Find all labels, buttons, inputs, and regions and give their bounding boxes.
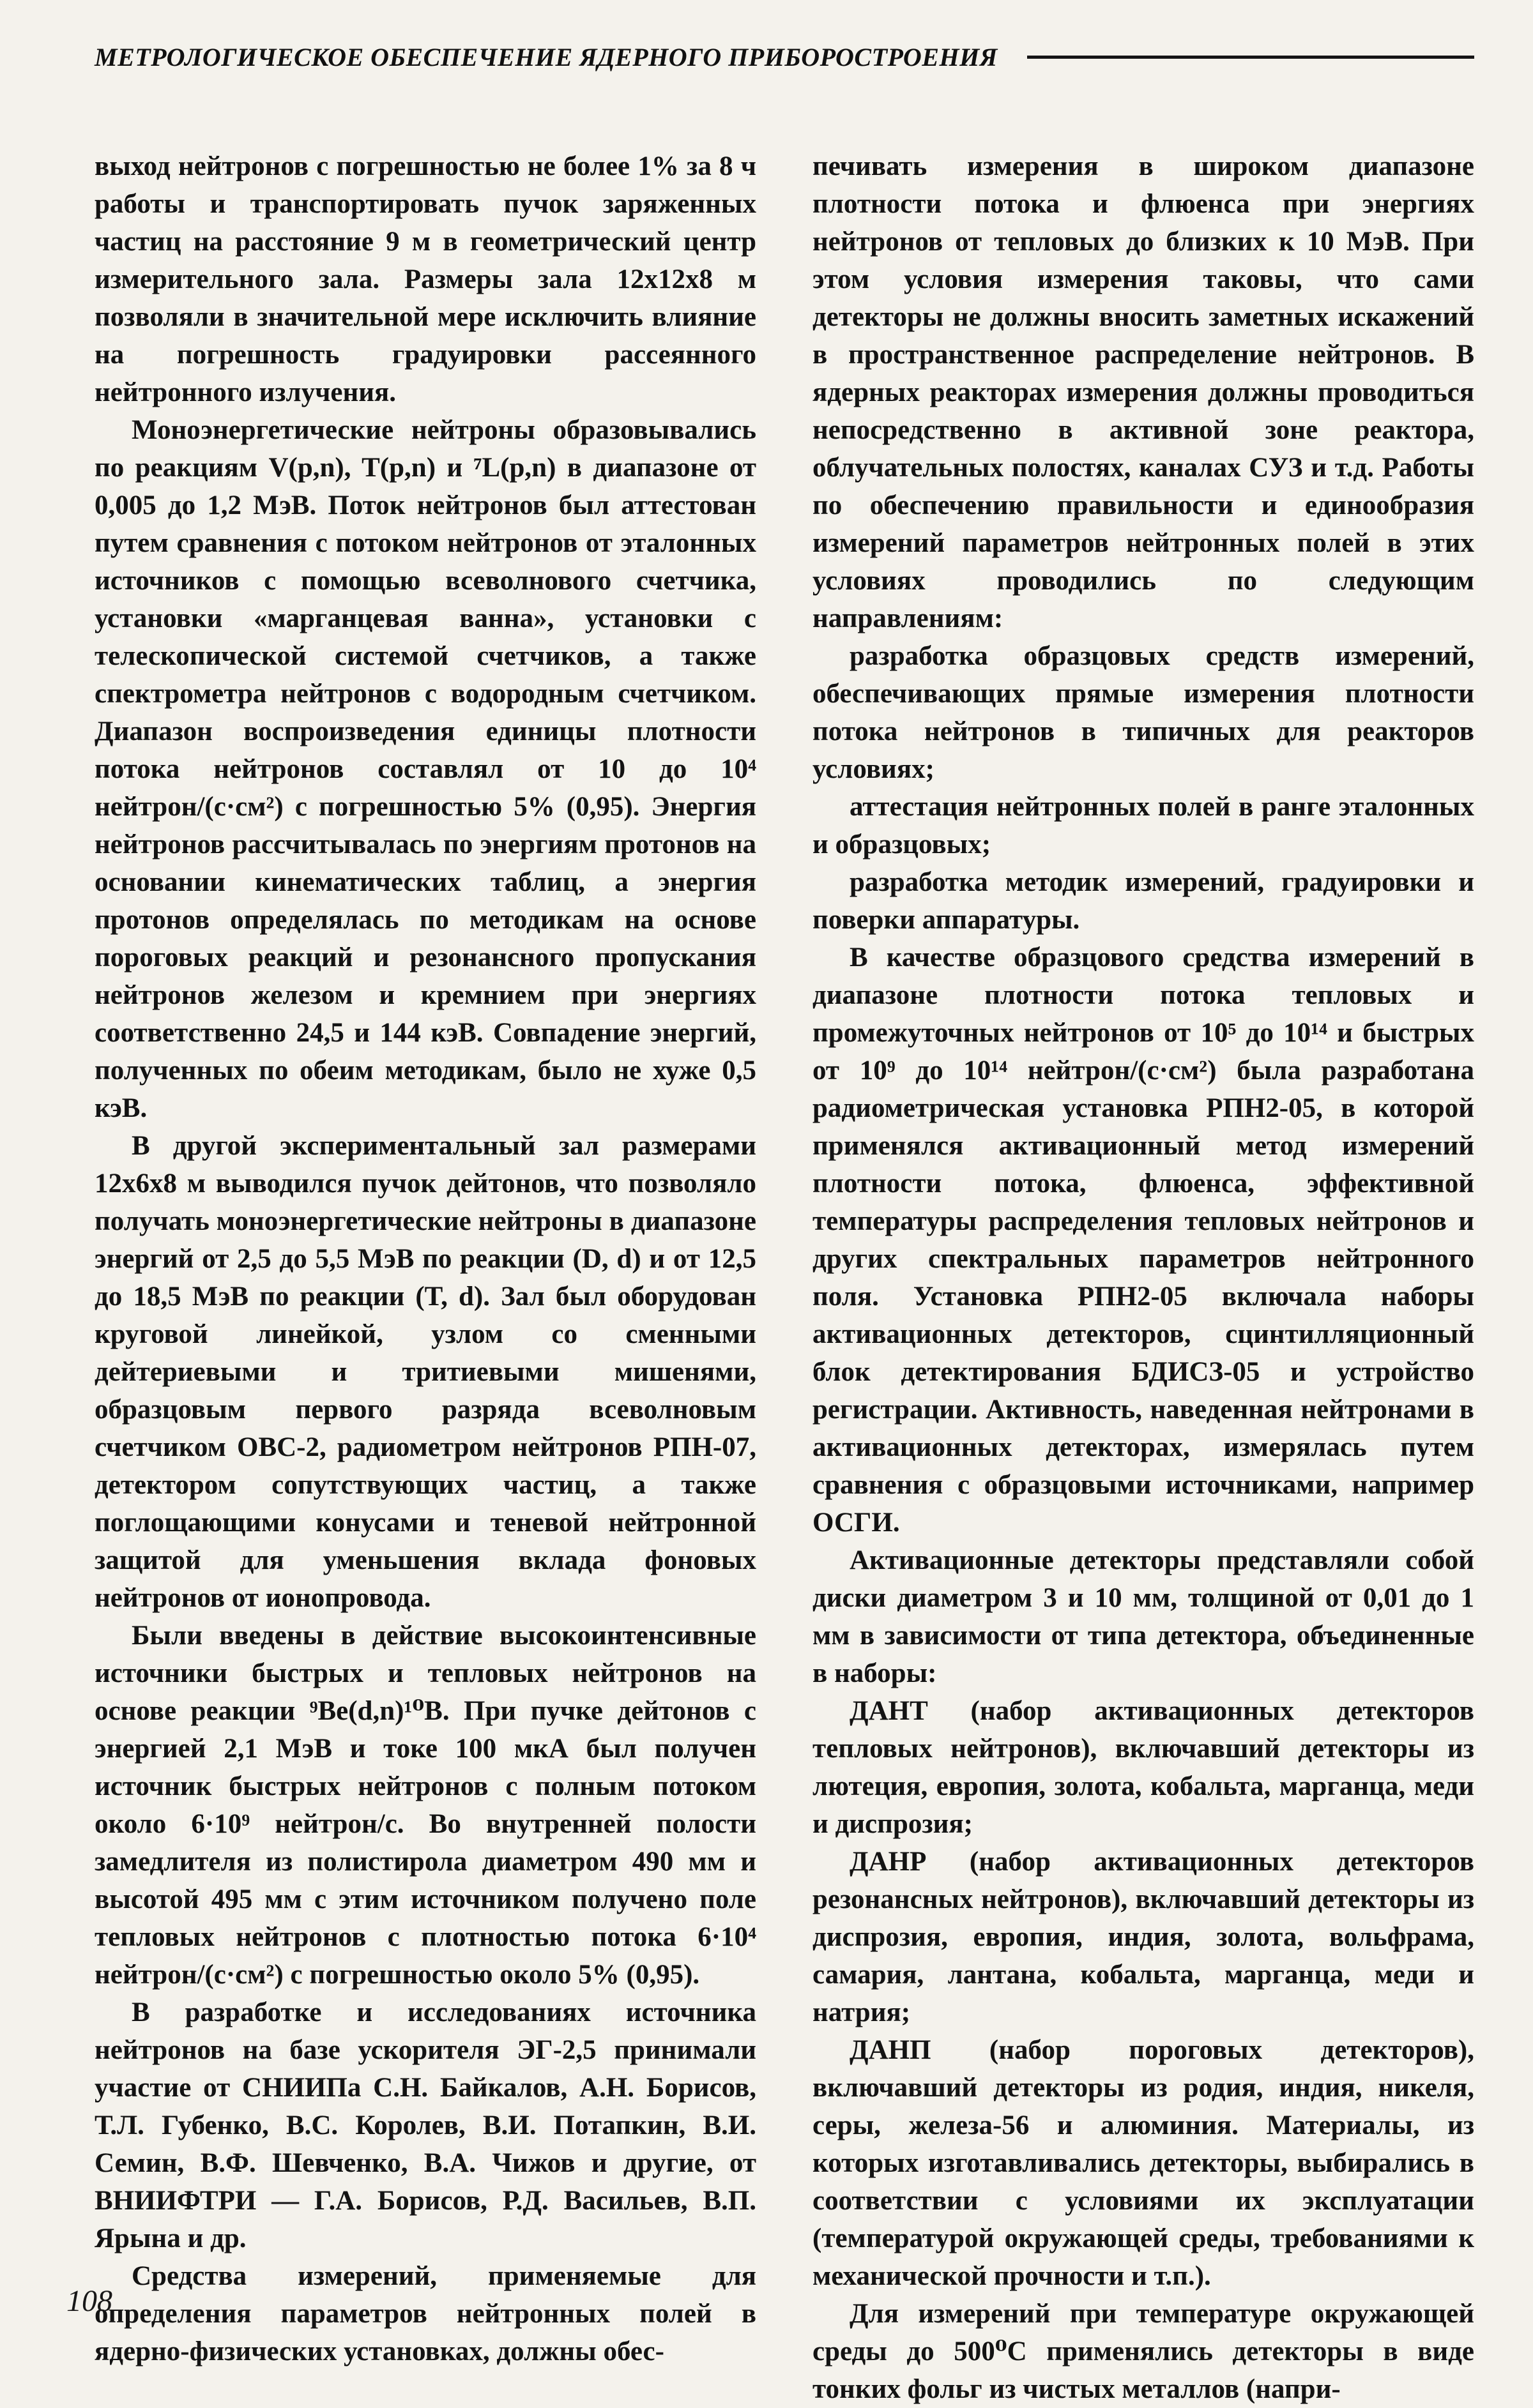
paragraph: В разработке и исследованиях источника нейтронов на базе ускорителя ЭГ-2,5 принимали участие от СНИИПа С.Н. Байкалов, А.Н. Борисов, Т.Л. Губенко, В.С. Королев, В.И. Потапкин, В.И. Семин, В.Ф. Шевченко, В.А. Чижов и другие, от ВНИИФТРИ — Г.А. Борисов, Р.Д. Васильев, В.П. Ярына и др. [95, 1997, 756, 2253]
paragraph: разработка образцовых средств измерений, обеспечивающих прямые измерения плотности потока нейтронов в типичных для реакторов условиях; [812, 641, 1474, 784]
paragraph: В другой экспериментальный зал размерами 12x6x8 м выводился пучок дейтонов, что позволяло получать моноэнергетические нейтроны в диапазоне энергий от 2,5 до 5,5 МэВ по реакции (D, d) и от 12,5 до 18,5 МэВ по реакции (T, d). Зал был оборудован круговой линейкой, узлом со сменными дейтериевыми и тритиевыми мишенями, образцовым первого разряда всеволновым счетчиком ОВС-2, радиометром нейтронов РПН-07, детектором сопутствующих частиц, а также поглощающими конусами и теневой нейтронной защитой для уменьшения вклада фоновых нейтронов от ионопровода. [95, 1131, 756, 1613]
paragraph: Были введены в действие высокоинтенсивные источники быстрых и тепловых нейтронов на основе реакции ⁹Be(d,n)¹⁰B. При пучке дейтонов с энергией 2,1 МэВ и токе 100 мкА был получен источник быстрых нейтронов с полным потоком около 6·10⁹ нейтрон/с. Во внутренней полости замедлителя из полистирола диаметром 490 мм и высотой 495 мм с этим источником получено поле тепловых нейтронов с плотностью потока 6·10⁴ нейтрон/(с·см²) с погрешностью около 5% (0,95). [95, 1621, 756, 1990]
paragraph: В качестве образцового средства измерений в диапазоне плотности потока тепловых и промежуточных нейтронов от 10⁵ до 10¹⁴ и быстрых от 10⁹ до 10¹⁴ нейтрон/(с·см²) была разработана радиометрическая установка РПН2-05, в которой применялся активационный метод измерений плотности потока, флюенса, эффективной температуры распределения тепловых нейтронов и других спектральных параметров нейтронного поля. Установка РПН2-05 включала наборы активационных детекторов, сцинтилляционный блок детектирования БДИСЗ-05 и устройство регистрации. Активность, наведенная нейтронами в активационных детекторах, измерялась путем сравнения с образцовыми источниками, например ОСГИ. [812, 943, 1474, 1538]
right-column [812, 148, 1474, 2408]
header-rule [1027, 56, 1474, 59]
paragraph: Для измерений при температуре окружающей среды до 500⁰С применялись детекторы в виде тонких фольг из чистых металлов (напри- [812, 2299, 1474, 2404]
left-column [95, 148, 756, 2408]
paragraph: разработка методик измерений, градуировки и поверки аппаратуры. [812, 867, 1474, 935]
paragraph: ДАНП (набор пороговых детекторов), включавший детекторы из родия, индия, никеля, серы, железа-56 и алюминия. Материалы, из которых изготавливались детекторы, выбирались в соответствии с условиями их эксплуатации (температурой окружающей среды, требованиями к механической прочности и т.п.). [812, 2035, 1474, 2291]
paragraph: Активационные детекторы представляли собой диски диаметром 3 и 10 мм, толщиной от 0,01 до 1 мм в зависимости от типа детектора, объединенные в наборы: [812, 1545, 1474, 1688]
paragraph: ДАНР (набор активационных детекторов резонансных нейтронов), включавший детекторы из диспрозия, европия, индия, золота, вольфрама, самария, лантана, кобальта, марганца, меди и натрия; [812, 1847, 1474, 2027]
paragraph: Средства измерений, применяемые для определения параметров нейтронных полей в ядерно-физических установках, должны обес- [95, 2261, 756, 2366]
paragraph: Моноэнергетические нейтроны образовывались по реакциям V(p,n), T(p,n) и ⁷L(p,n) в диапазоне от 0,005 до 1,2 МэВ. Поток нейтронов был аттестован путем сравнения с потоком нейтронов от эталонных источников с помощью всеволнового счетчика, установки «марганцевая ванна», установки с телескопической системой счетчиков, а также спектрометра нейтронов с водородным счетчиком. Диапазон воспроизведения единицы плотности потока нейтронов составлял от 10 до 10⁴ нейтрон/(с·см²) с погрешностью 5% (0,95). Энергия нейтронов рассчитывалась по энергиям протонов на основании кинематических таблиц, а энергия протонов определялась по методикам на основе пороговых реакций и резонансного пропускания нейтронов железом и кремнием при энергиях соответственно 24,5 и 144 кэВ. Совпадение энергий, полученных по обеим методикам, было не хуже 0,5 кэВ. [95, 415, 756, 1123]
running-head-title: МЕТРОЛОГИЧЕСКОЕ ОБЕСПЕЧЕНИЕ ЯДЕРНОГО ПРИБОРОСТРОЕНИЯ [95, 43, 998, 72]
paragraph: печивать измерения в широком диапазоне плотности потока и флюенса при энергиях нейтронов от тепловых до близких к 10 МэВ. При этом условия измерения таковы, что сами детекторы не должны вносить заметных искажений в пространственное распределение нейтронов. В ядерных реакторах измерения должны проводиться непосредственно в активной зоне реактора, облучательных полостях, каналах СУЗ и т.д. Работы по обеспечению правильности и единообразия измерений параметров нейтронных полей в этих условиях проводились по следующим направлениям: [812, 151, 1474, 633]
paragraph: выход нейтронов с погрешностью не более 1% за 8 ч работы и транспортировать пучок заряженных частиц на расстояние 9 м в геометрический центр измерительного зала. Размеры зала 12x12x8 м позволяли в значительной мере исключить влияние на погрешность градуировки рассеянного нейтронного излучения. [95, 151, 756, 407]
text-columns [95, 148, 1474, 2408]
paragraph: аттестация нейтронных полей в ранге эталонных и образцовых; [812, 792, 1474, 859]
paragraph: ДАНТ (набор активационных детекторов тепловых нейтронов), включавший детекторы из лютеция, европия, золота, кобальта, марганца, меди и диспрозия; [812, 1696, 1474, 1839]
page-number: 108 [66, 2284, 112, 2318]
page-header [95, 42, 1474, 72]
